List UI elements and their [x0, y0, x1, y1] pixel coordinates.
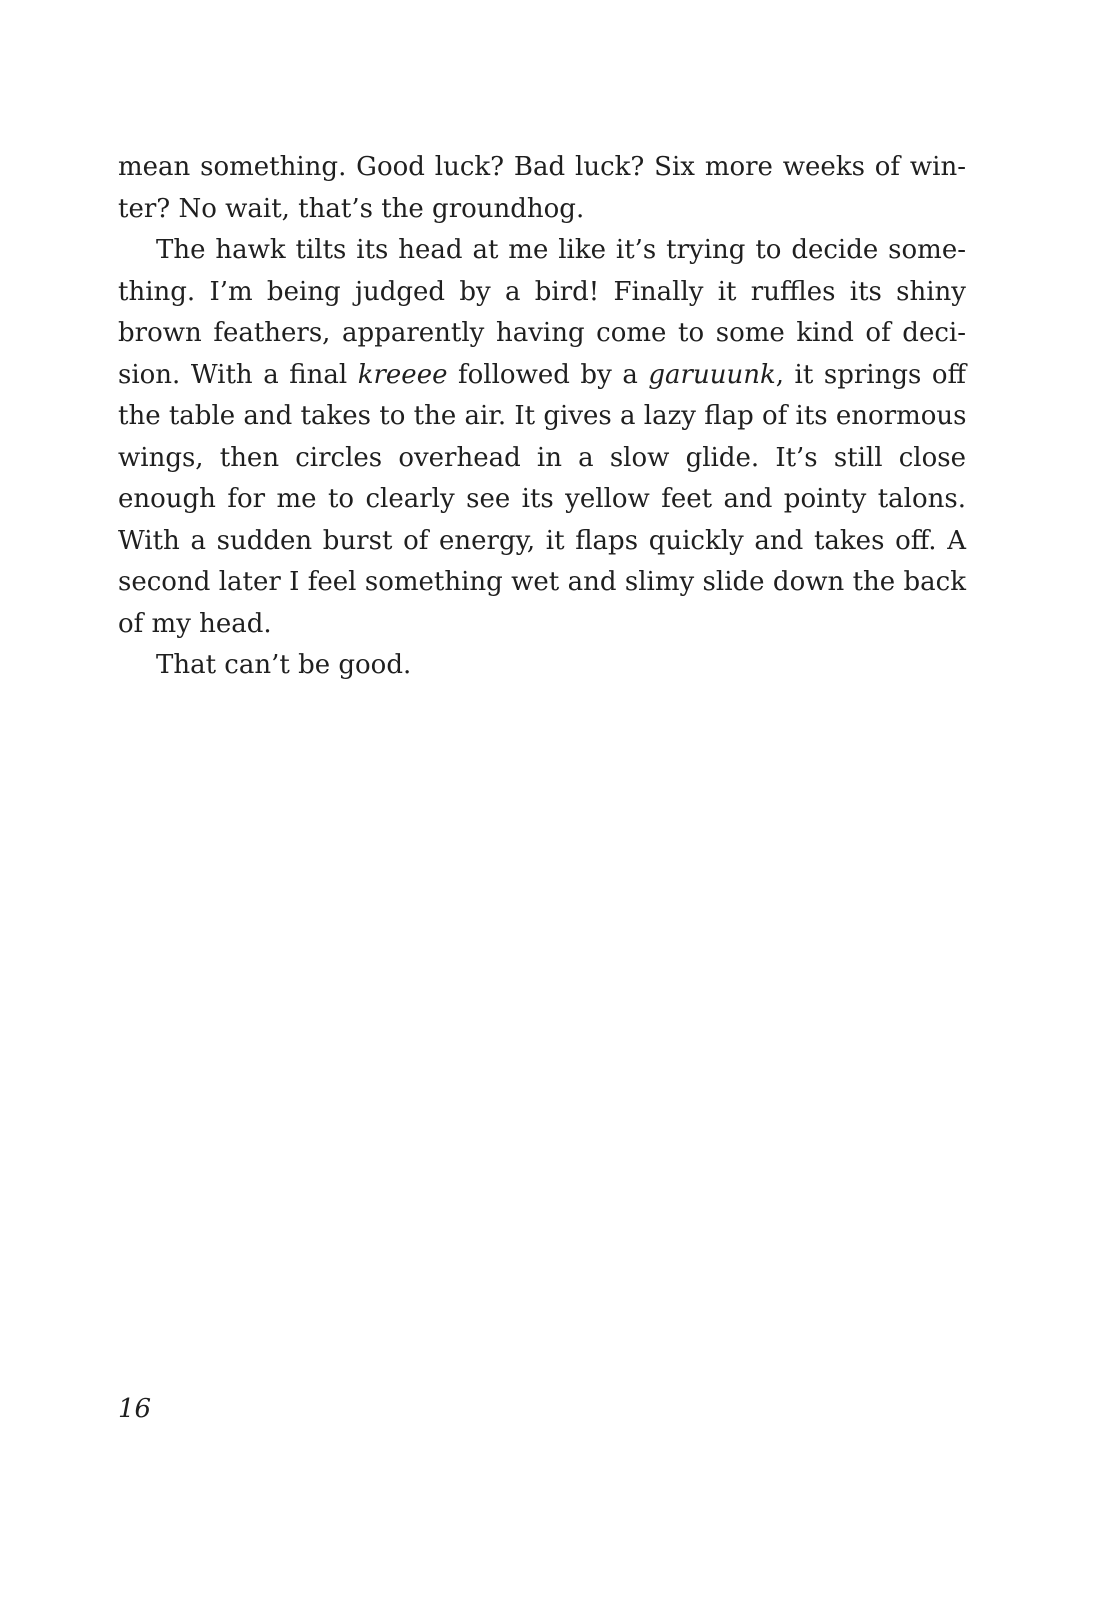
text-line: the table and takes to the air. It gives a lazy flap of its enormous: [118, 401, 967, 431]
text-line: ter? No wait, that’s the groundhog.: [118, 193, 585, 224]
text-line: second later I feel something wet and slimy slide down the back: [118, 567, 966, 597]
body-text: [118, 147, 966, 687]
onomatopoeia-kreeee: kreeee: [357, 359, 448, 390]
text-line: With a sudden burst of energy, it flaps quickly and takes off. A: [118, 525, 966, 556]
text-line: mean something. Good luck? Bad luck? Six more weeks of win-: [118, 152, 966, 182]
text-line: sion. With a final kreeee followed by a garuuunk, it springs off: [118, 359, 966, 390]
page-number: 16: [118, 1394, 152, 1424]
text-line: The hawk tilts its head at me like it’s trying to decide some-: [156, 235, 966, 265]
onomatopoeia-garuuunk: garuuunk: [648, 359, 776, 390]
text-line: wings, then circles overhead in a slow glide. It’s still close: [118, 442, 966, 473]
text-line: of my head.: [118, 608, 272, 639]
text-line: thing. I’m being judged by a bird! Finally it ruffles its shiny: [118, 276, 966, 307]
text-line: That can’t be good.: [156, 650, 412, 680]
text-line: enough for me to clearly see its yellow feet and pointy talons.: [118, 484, 966, 514]
text-line: brown feathers, apparently having come to some kind of deci-: [118, 318, 966, 348]
